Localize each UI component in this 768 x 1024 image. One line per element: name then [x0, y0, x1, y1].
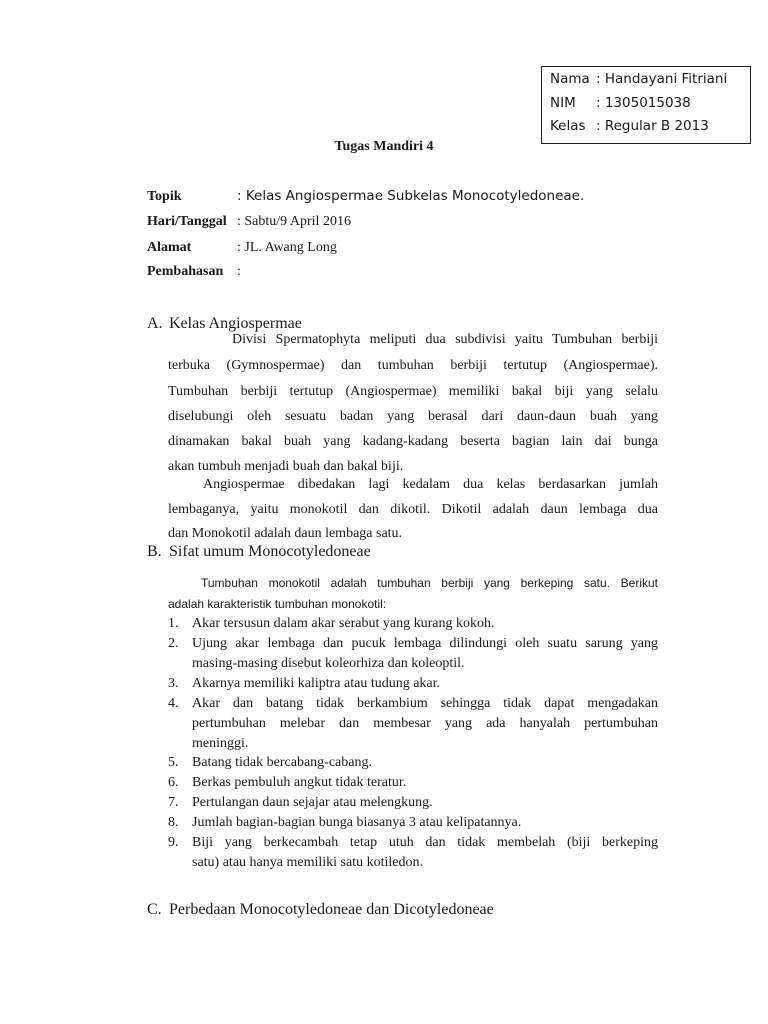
- list-text: Akarnya memiliki kaliptra atau tudung akar.: [192, 676, 441, 691]
- nim-value: : 1305015038: [596, 95, 691, 111]
- intro-line: Tumbuhan monokotil adalah tumbuhan berbiji yang berkeping satu. Berikut: [201, 576, 658, 590]
- list-text: satu) atau hanya memiliki satu kotiledon.: [192, 855, 423, 870]
- paragraph-line: terbuka (Gymnospermae) dan tumbuhan berbiji tertutup (Angiospermae).: [168, 358, 658, 373]
- list-number: 5.: [168, 755, 179, 770]
- nama-value: : Handayani Fitriani: [596, 71, 728, 87]
- section-a-heading: [147, 315, 302, 333]
- section-title: Kelas Angiospermae: [169, 315, 302, 332]
- list-text: meninggi.: [192, 736, 249, 751]
- meta-key: Topik: [147, 189, 182, 204]
- paragraph-line: diselubungi oleh sesuatu badan yang berasal dari daun-daun buah yang: [168, 409, 658, 424]
- paragraph-line: Angiospermae dibedakan lagi kedalam dua kelas berdasarkan jumlah: [203, 477, 658, 492]
- section-number: A.: [147, 315, 163, 332]
- list-text: Akar tersusun dalam akar serabut yang kurang kokoh.: [192, 616, 495, 631]
- meta-value: :: [237, 264, 241, 279]
- list-text: Jumlah bagian-bagian bunga biasanya 3 atau kelipatannya.: [192, 815, 522, 830]
- nim-row: [550, 95, 691, 111]
- kelas-row: [550, 118, 709, 134]
- kelas-value: : Regular B 2013: [596, 118, 709, 134]
- nim-label: NIM: [550, 95, 576, 111]
- meta-hari-tanggal: [147, 214, 351, 230]
- section-title: Perbedaan Monocotyledoneae dan Dicotyledoneae: [169, 901, 494, 918]
- meta-key: Pembahasan: [147, 264, 224, 279]
- meta-key: Hari/Tanggal: [147, 214, 227, 229]
- paragraph-line: Tumbuhan berbiji tertutup (Angiospermae) memiliki bakal biji yang selalu: [168, 384, 658, 399]
- list-number: 9.: [168, 835, 179, 850]
- list-text: pertumbuhan melebar dan membesar yang ada hanyalah pertumbuhan: [192, 716, 658, 731]
- nama-row: [550, 71, 727, 87]
- meta-key: Alamat: [147, 240, 192, 255]
- meta-value: : Sabtu/9 April 2016: [237, 214, 351, 229]
- identity-box: [541, 66, 751, 144]
- list-number: 8.: [168, 815, 179, 830]
- section-number: B.: [147, 543, 162, 560]
- document-title: Tugas Mandiri 4: [334, 139, 434, 154]
- list-number: 3.: [168, 676, 179, 691]
- section-title: Sifat umum Monocotyledoneae: [169, 543, 371, 560]
- list-number: 6.: [168, 775, 179, 790]
- list-number: 1.: [168, 616, 179, 631]
- section-c-heading: [147, 901, 494, 919]
- paragraph-line: Divisi Spermatophyta meliputi dua subdivisi yaitu Tumbuhan berbiji: [232, 332, 658, 347]
- meta-pembahasan: [147, 264, 241, 280]
- section-b-heading: [147, 543, 371, 561]
- kelas-label: Kelas: [550, 118, 586, 134]
- list-text: Biji yang berkecambah tetap utuh dan tidak membelah (biji berkeping: [192, 835, 658, 850]
- list-text: Berkas pembuluh angkut tidak teratur.: [192, 775, 407, 790]
- meta-value: : JL. Awang Long: [237, 240, 337, 255]
- list-text: masing-masing disebut koleorhiza dan koleoptil.: [192, 656, 465, 671]
- list-text: Ujung akar lembaga dan pucuk lembaga dilindungi oleh suatu sarung yang: [192, 636, 658, 651]
- meta-alamat: [147, 240, 337, 256]
- paragraph-line: dinamakan bakal buah yang kadang-kadang beserta bagian lain dai bunga: [168, 434, 658, 449]
- meta-topik: [147, 188, 584, 205]
- list-number: 7.: [168, 795, 179, 810]
- meta-value: : Kelas Angiospermae Subkelas Monocotyledoneae.: [237, 188, 585, 204]
- list-number: 4.: [168, 696, 179, 711]
- nama-label: Nama: [550, 71, 590, 87]
- list-text: Pertulangan daun sejajar atau melengkung.: [192, 795, 433, 810]
- paragraph-line: dan Monokotil adalah daun lembaga satu.: [168, 526, 403, 541]
- paragraph-line: lembaganya, yaitu monokotil dan dikotil. Dikotil adalah daun lembaga dua: [168, 502, 658, 517]
- list-text: Akar dan batang tidak berkambium sehingga tidak dapat mengadakan: [192, 696, 658, 711]
- list-text: Batang tidak bercabang-cabang.: [192, 755, 372, 770]
- list-number: 2.: [168, 636, 179, 651]
- paragraph-line: akan tumbuh menjadi buah dan bakal biji.: [168, 459, 404, 474]
- section-number: C.: [147, 901, 162, 918]
- intro-line: adalah karakteristik tumbuhan monokotil:: [168, 597, 387, 611]
